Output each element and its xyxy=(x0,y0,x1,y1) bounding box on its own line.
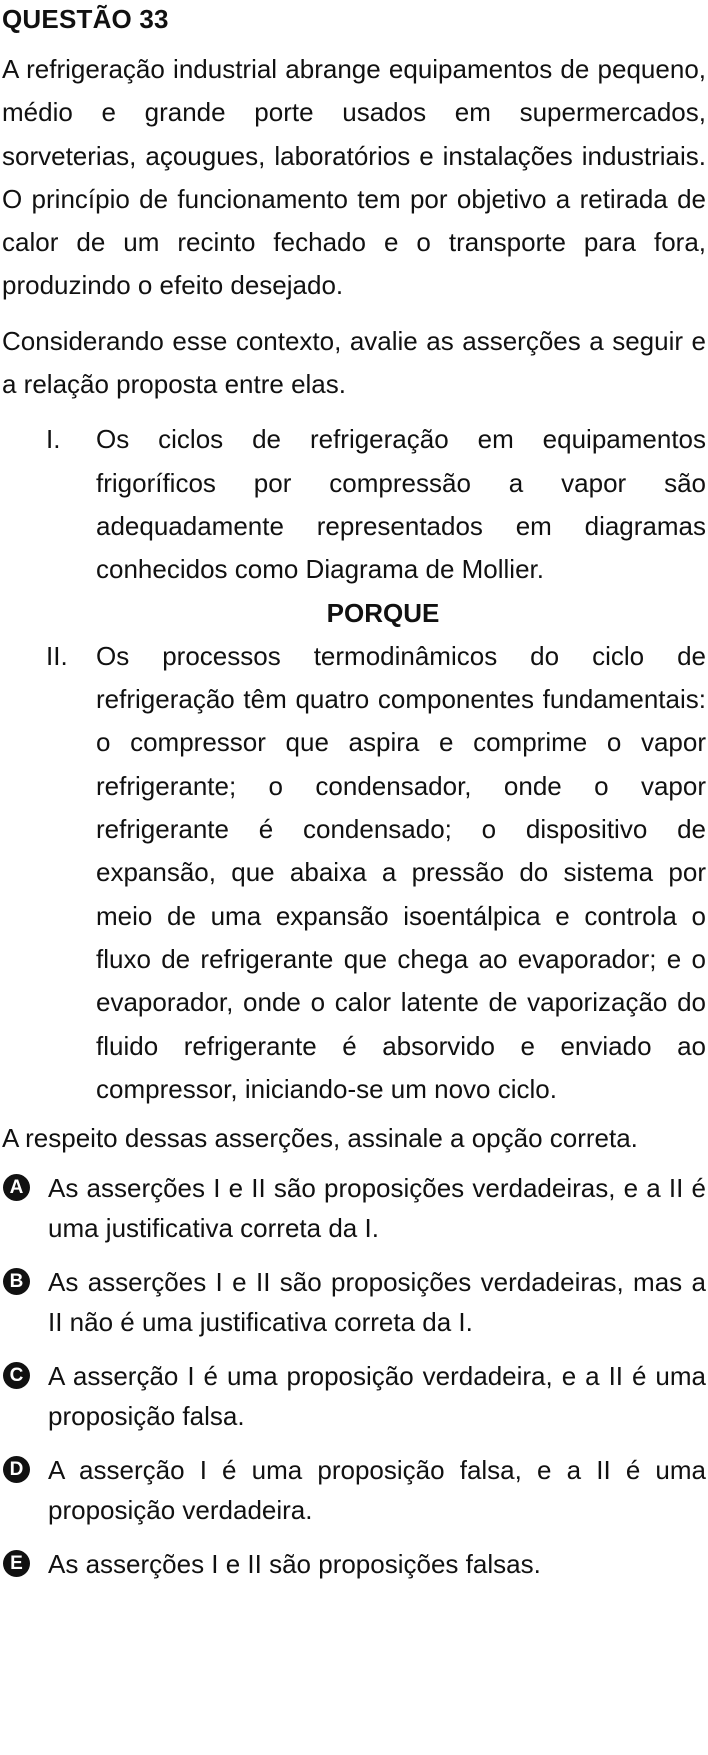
option-e[interactable] xyxy=(2,1544,706,1584)
option-c-letter-icon: C xyxy=(3,1362,30,1389)
assertion-2 xyxy=(46,635,706,1111)
assertion-1-numeral: I. xyxy=(46,424,61,455)
option-a-text: As asserções I e II são proposições verdadeiras, e a II é uma justificativa correta da I. xyxy=(48,1173,706,1244)
option-b-letter-icon: B xyxy=(3,1268,30,1295)
option-a[interactable] xyxy=(2,1168,706,1248)
porque-connector: PORQUE xyxy=(326,597,440,628)
option-b[interactable] xyxy=(2,1262,706,1342)
assertion-1-text: Os ciclos de refrigeração em equipamentos frigoríficos por compressão a vapor são adequadamente representados em diagramas conhecidos como Diagrama de Mollier. xyxy=(96,424,706,585)
assertion-2-text: Os processos termodinâmicos do ciclo de refrigeração têm quatro componentes fundamentais: o compressor que aspira e comprime o vapor refrigerante; o condensador, onde o vapor refrigerante é condensado; o dispositivo de expansão, que abaixa a pressão do sistema por meio de uma expansão isoentálpica e controla o fluxo de refrigerante que chega ao evaporador; e o evaporador, onde o calor latente de vaporização do fluido refrigerante é absorvido e enviado ao compressor, iniciando-se um novo ciclo. xyxy=(96,640,706,1104)
option-d-letter-icon: D xyxy=(3,1456,30,1483)
option-e-letter-icon: E xyxy=(3,1550,30,1577)
option-a-letter-icon: A xyxy=(3,1174,30,1201)
question-prompt: A respeito dessas asserções, assinale a opção correta. xyxy=(2,1123,638,1154)
option-d[interactable] xyxy=(2,1450,706,1530)
assertion-1 xyxy=(46,418,706,591)
option-e-text: As asserções I e II são proposições falsas. xyxy=(48,1549,541,1580)
question-title: QUESTÃO 33 xyxy=(2,4,169,34)
intro-paragraph: A refrigeração industrial abrange equipamentos de pequeno, médio e grande porte usados em supermercados, sorveterias, açougues, laboratórios e instalações industriais. O princípio de funcionamento tem por objetivo a retirada de calor de um recinto fechado e o transporte para fora, produzindo o efeito desejado. xyxy=(2,54,706,301)
context-paragraph: Considerando esse contexto, avalie as asserções a seguir e a relação proposta entre elas. xyxy=(2,325,706,400)
option-b-text: As asserções I e II são proposições verdadeiras, mas a II não é uma justificativa correta da I. xyxy=(48,1267,706,1338)
option-c-text: A asserção I é uma proposição verdadeira, e a II é uma proposição falsa. xyxy=(48,1361,706,1432)
assertion-2-numeral: II. xyxy=(46,640,68,671)
option-d-text: A asserção I é uma proposição falsa, e a II é uma proposição verdadeira. xyxy=(48,1455,706,1526)
option-c[interactable] xyxy=(2,1356,706,1436)
